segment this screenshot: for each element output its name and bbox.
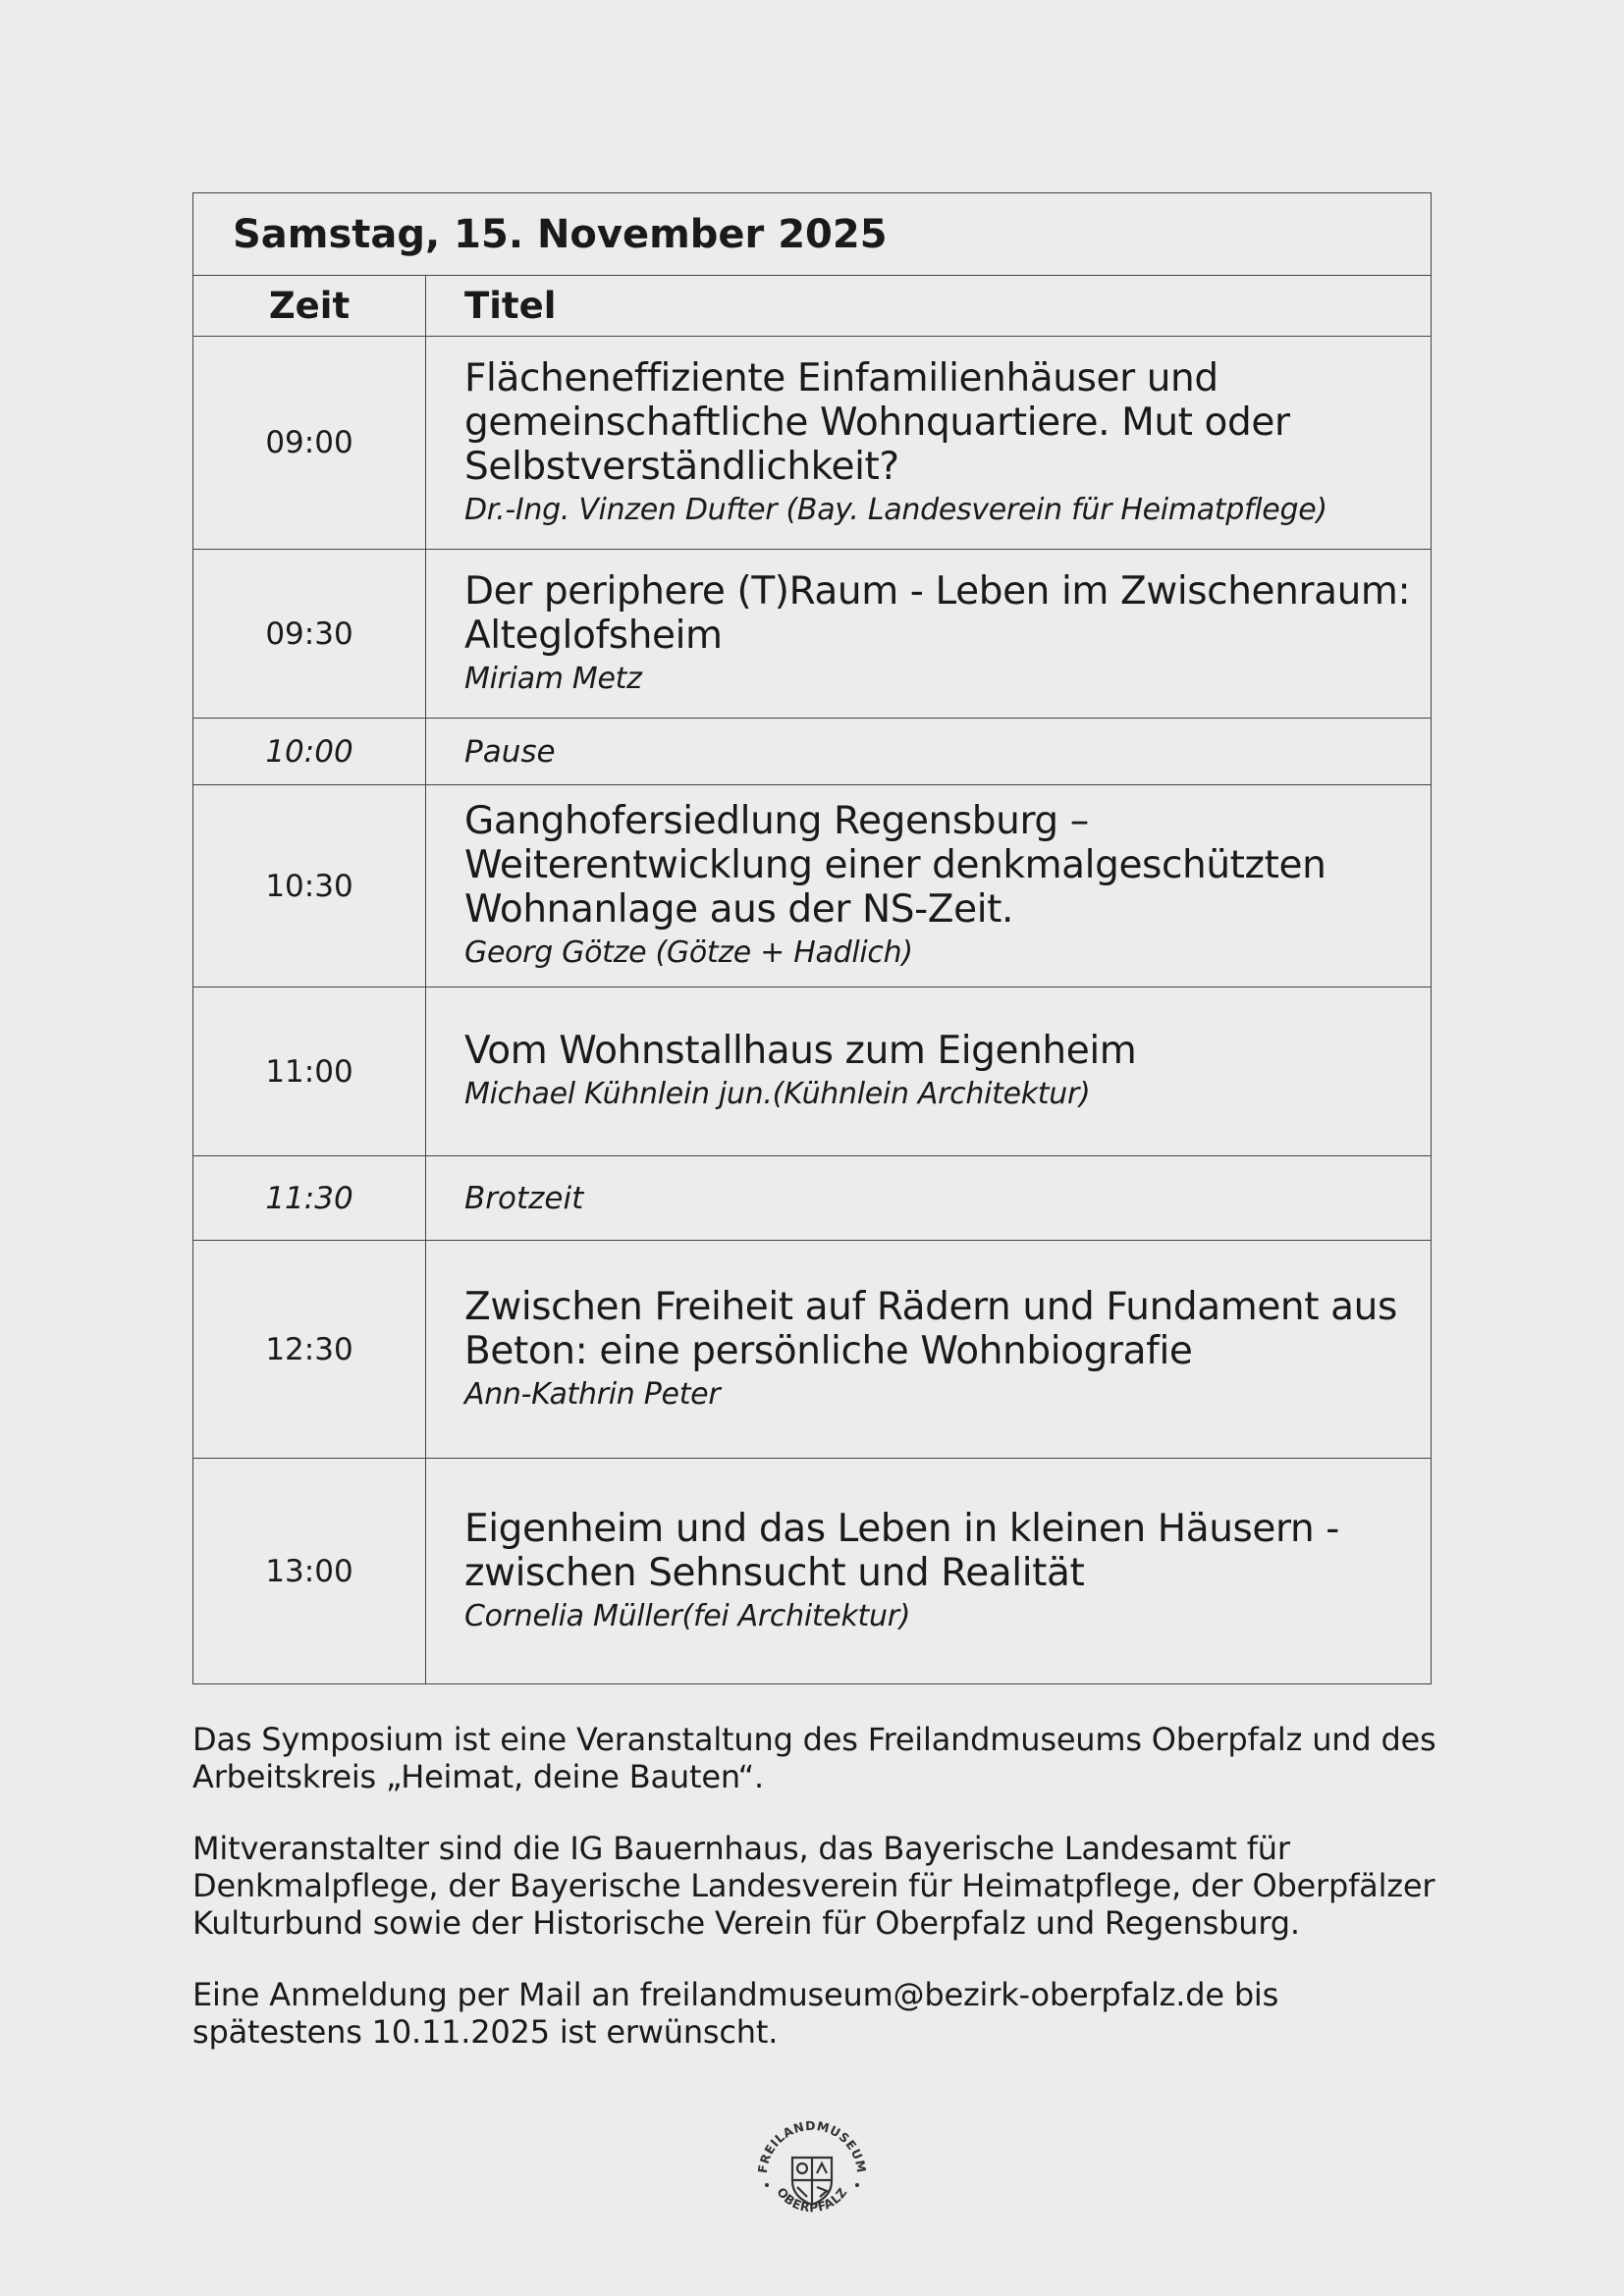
title-cell	[426, 550, 1432, 719]
table-row	[193, 1156, 1432, 1241]
footer-text	[192, 1721, 1439, 2085]
table-row	[193, 785, 1432, 988]
organizer-note: Das Symposium ist eine Veranstaltung des Freilandmuseums Oberpfalz und des Arbeitskreis „Heimat, deine Bauten“.	[192, 1721, 1436, 1795]
talk-speaker: Michael Kühnlein jun.(Kühnlein Architektur)	[464, 1077, 1091, 1111]
title-cell	[426, 785, 1432, 988]
registration-note: Eine Anmeldung per Mail an freilandmuseum@bezirk-oberpfalz.de bis spätestens 10.11.2025 ist erwünscht.	[192, 1976, 1279, 2051]
talk-speaker: Ann-Kathrin Peter	[464, 1376, 721, 1412]
table-row	[193, 550, 1432, 719]
talk-speaker: Cornelia Müller(fei Architektur)	[464, 1598, 911, 1633]
talk-title: Eigenheim und das Leben in kleinen Häusern - zwischen Sehnsucht und Realität	[464, 1506, 1339, 1595]
schedule-table	[192, 192, 1432, 1684]
time-cell: 11:30	[193, 1156, 426, 1241]
talk-speaker: Miriam Metz	[464, 661, 642, 696]
title-cell	[426, 1241, 1432, 1459]
title-cell	[426, 1459, 1432, 1684]
day-heading: Samstag, 15. November 2025	[193, 193, 1432, 276]
break-label: Pause	[464, 733, 556, 770]
time-cell: 12:30	[193, 1241, 426, 1459]
title-cell	[426, 337, 1432, 550]
talk-title: Ganghofersiedlung Regensburg – Weiterentwicklung einer denkmalgeschützten Wohnanlage aus der NS-Zeit.	[464, 799, 1326, 932]
column-header-title: Titel	[426, 276, 1432, 337]
talk-title: Flächeneffiziente Einfamilienhäuser und gemeinschaftliche Wohnquartiere. Mut oder Selbstverständlichkeit?	[464, 355, 1290, 489]
museum-seal-icon	[743, 2107, 881, 2244]
time-cell: 11:00	[193, 988, 426, 1156]
break-label: Brotzeit	[464, 1180, 584, 1216]
title-cell	[426, 988, 1432, 1156]
table-row	[193, 1459, 1432, 1684]
talk-speaker: Dr.-Ing. Vinzen Dufter (Bay. Landesverein für Heimatpflege)	[464, 492, 1327, 527]
table-row	[193, 988, 1432, 1156]
talk-title: Der periphere (T)Raum - Leben im Zwischenraum: Alteglofsheim	[464, 568, 1411, 658]
title-cell	[426, 1156, 1432, 1241]
time-cell: 09:30	[193, 550, 426, 719]
title-cell	[426, 719, 1432, 785]
time-cell: 13:00	[193, 1459, 426, 1684]
talk-speaker: Georg Götze (Götze + Hadlich)	[464, 935, 913, 970]
talk-title: Vom Wohnstallhaus zum Eigenheim	[464, 1029, 1137, 1073]
column-header-time: Zeit	[193, 276, 426, 337]
table-header	[193, 276, 1432, 337]
talk-title: Zwischen Freiheit auf Rädern und Fundament aus Beton: eine persönliche Wohnbiografie	[464, 1284, 1397, 1373]
time-cell: 10:00	[193, 719, 426, 785]
table-row	[193, 337, 1432, 550]
time-cell: 10:30	[193, 785, 426, 988]
time-cell: 09:00	[193, 337, 426, 550]
table-row	[193, 1241, 1432, 1459]
svg-text:OBERPFALZ: OBERPFALZ	[774, 2184, 850, 2216]
svg-text:FREILANDMUSEUM: FREILANDMUSEUM	[754, 2117, 870, 2174]
co-organizers-note: Mitveranstalter sind die IG Bauernhaus, das Bayerische Landesamt für Denkmalpflege, der Bayerische Landesverein für Heimatpflege, der Oberpfälzer Kulturbund sowie der Historische Verein für Oberpfalz und Regensburg.	[192, 1830, 1435, 1942]
table-row	[193, 719, 1432, 785]
